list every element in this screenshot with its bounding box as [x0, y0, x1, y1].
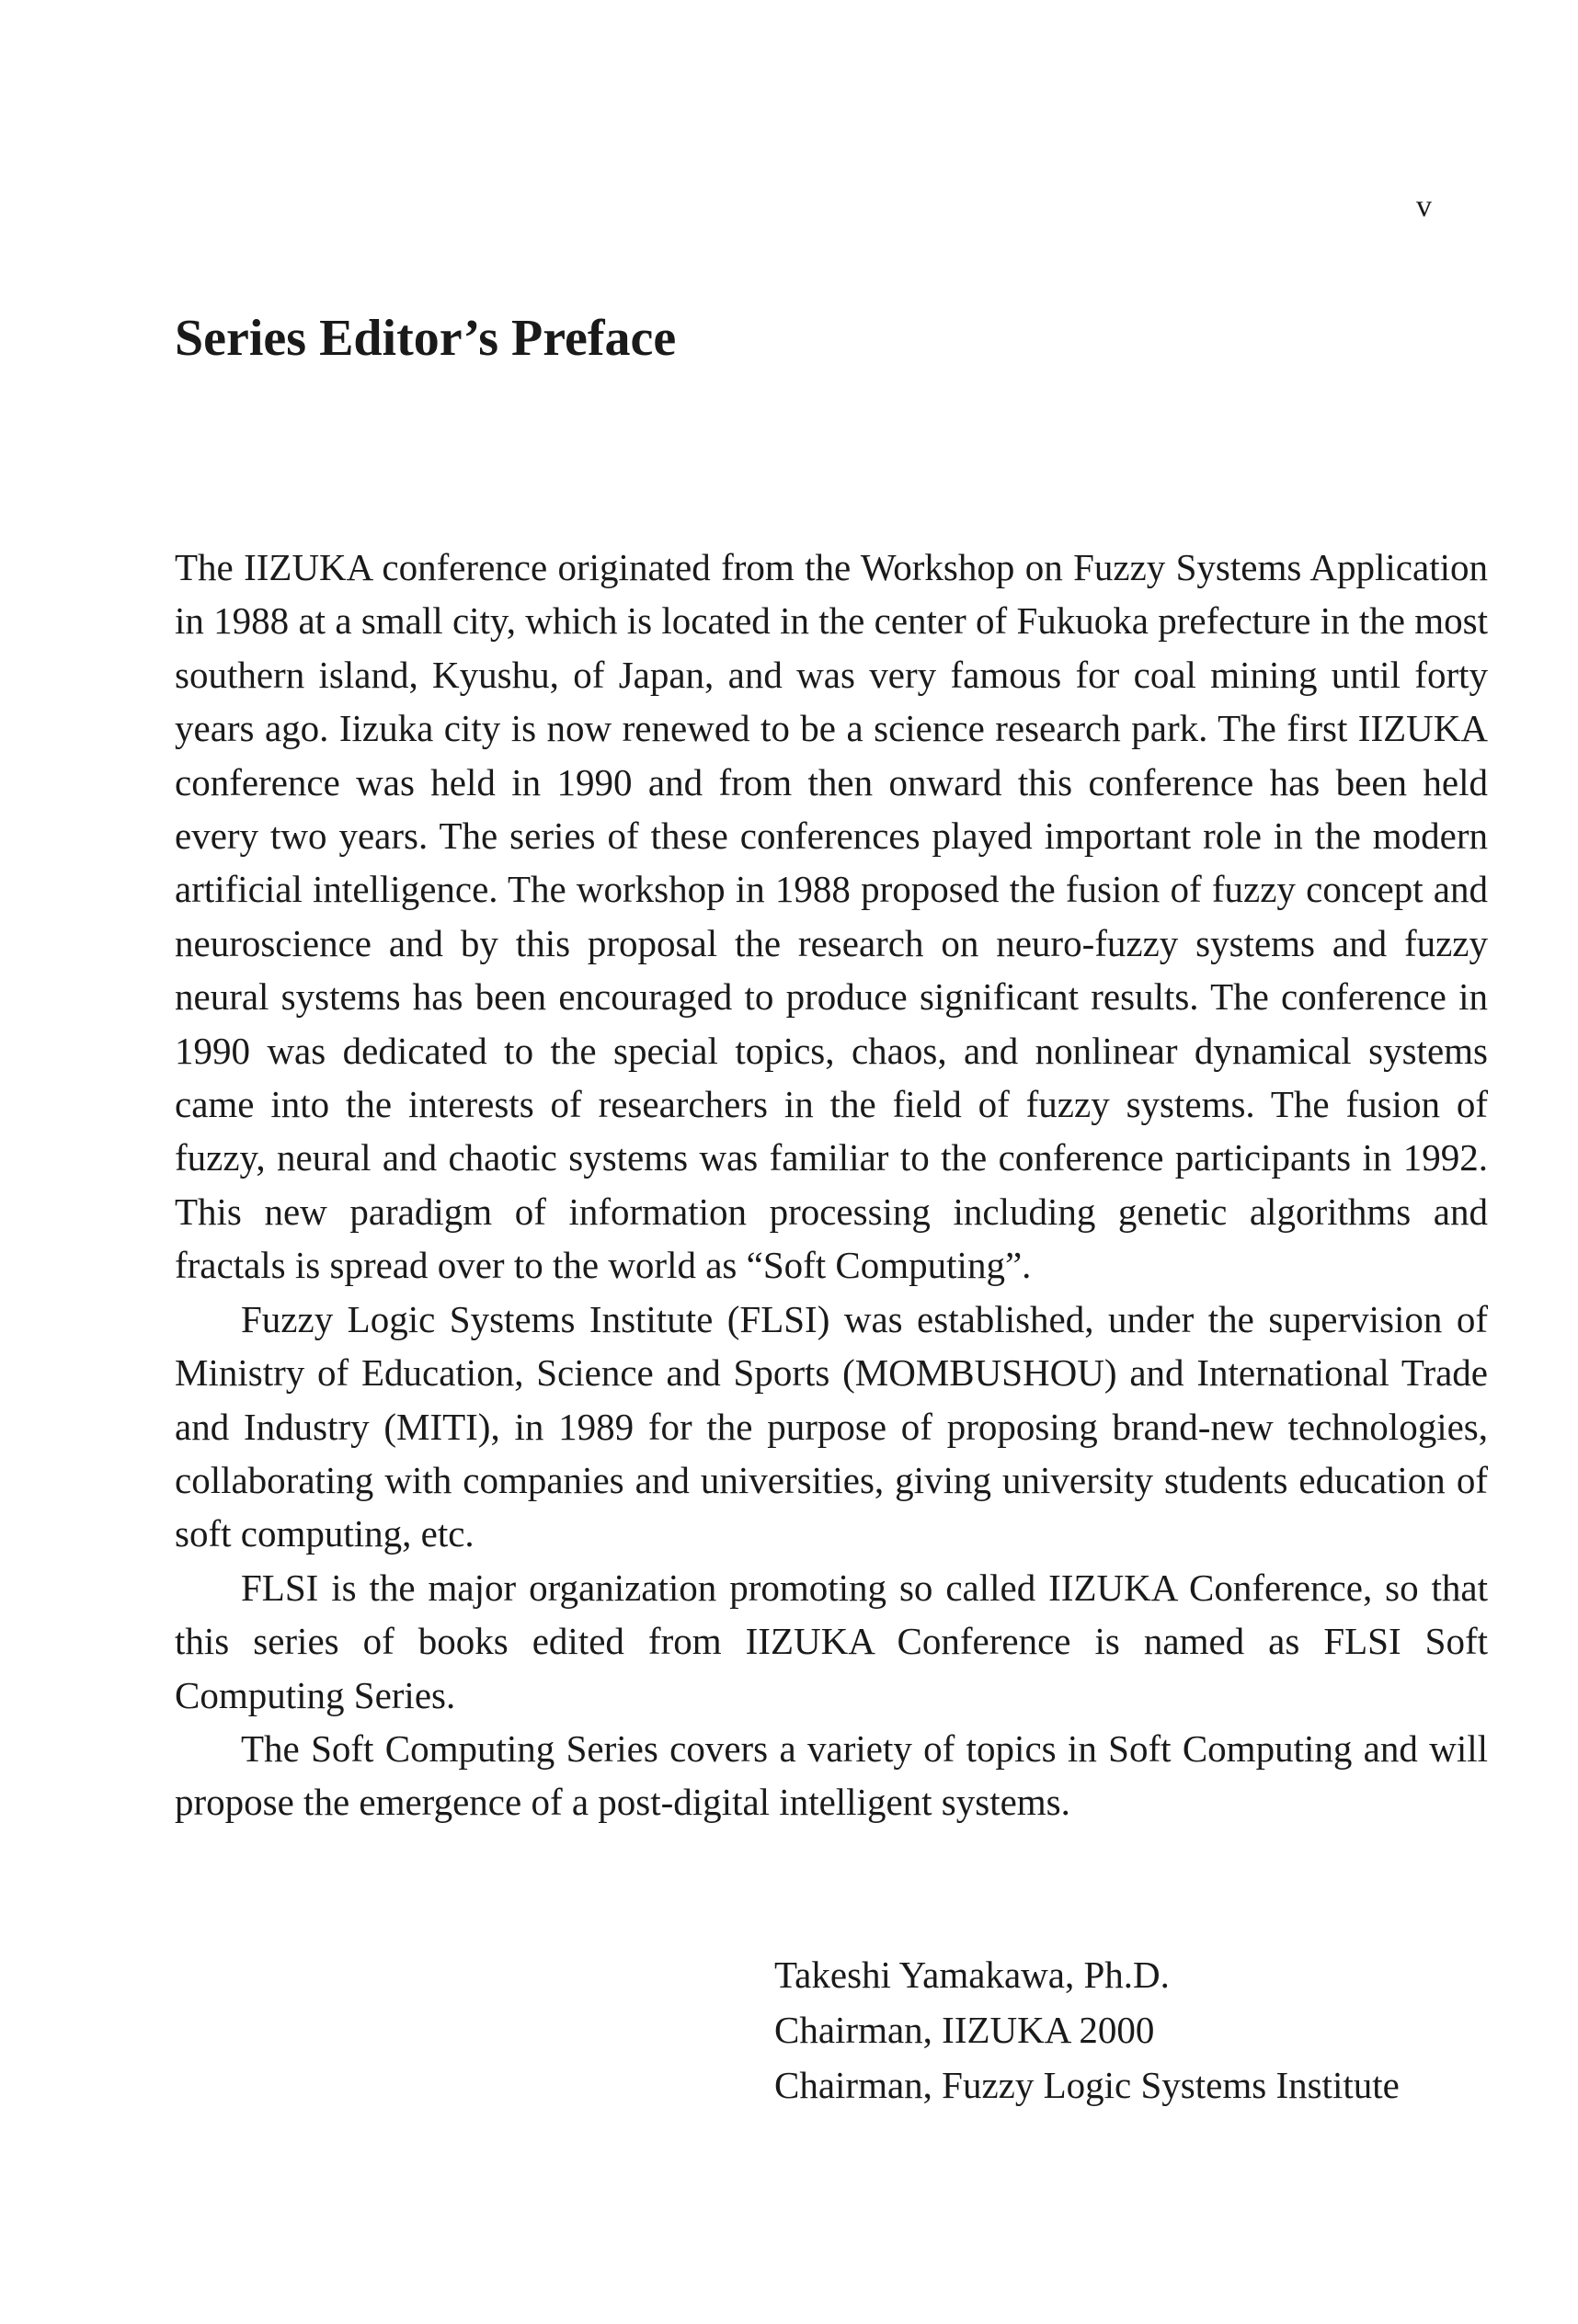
signature-block: [774, 1947, 1400, 2113]
page-title: Series Editor’s Preface: [175, 310, 677, 367]
signature-role-flsi: Chairman, Fuzzy Logic Systems Institute: [774, 2064, 1400, 2106]
paragraph-2: Fuzzy Logic Systems Institute (FLSI) was established, under the supervision of Ministry of Education, Science and Sports (MOMBUSHOU) and International Trade and Industry (MITI), in 1989 for the purpose of proposing brand-new technologies, collaborating with companies and universities, giving university students education of soft computing, etc.: [175, 1297, 1488, 1555]
signature-role-iizuka: Chairman, IIZUKA 2000: [774, 2009, 1155, 2051]
paragraph-3: FLSI is the major organization promoting so called IIZUKA Conference, so that this series of books edited from IIZUKA Conference is named as FLSI Soft Computing Series.: [175, 1566, 1488, 1716]
paragraph-1: The IIZUKA conference originated from the Workshop on Fuzzy Systems Application in 1988 at a small city, which is located in the center of Fukuoka prefecture in the most southern island, Kyushu, of Japan, and was very famous for coal mining until forty years ago. Iizuka city is now renewed to be a science research park. The first IIZUKA conference was held in 1990 and from then onward this conference has been held every two years. The series of these conferences played important role in the modern artificial intelligence. The workshop in 1988 proposed the fusion of fuzzy concept and neuroscience and by this proposal the research on neuro-fuzzy systems and fuzzy neural systems has been encouraged to produce significant results. The conference in 1990 was dedicated to the special topics, chaos, and nonlinear dynamical systems came into the interests of researchers in the field of fuzzy systems. The fusion of fuzzy, neural and chaotic systems was familiar to the conference participants in 1992. This new paradigm of information processing including genetic algorithms and fractals is spread over to the world as “Soft Computing”.: [175, 546, 1488, 1287]
preface-body: [175, 541, 1488, 1829]
signature-name: Takeshi Yamakawa, Ph.D.: [774, 1954, 1170, 1996]
paragraph-4: The Soft Computing Series covers a variety of topics in Soft Computing and will propose the emergence of a post-digital intelligent systems.: [175, 1726, 1488, 1824]
page-number: v: [1416, 189, 1432, 223]
